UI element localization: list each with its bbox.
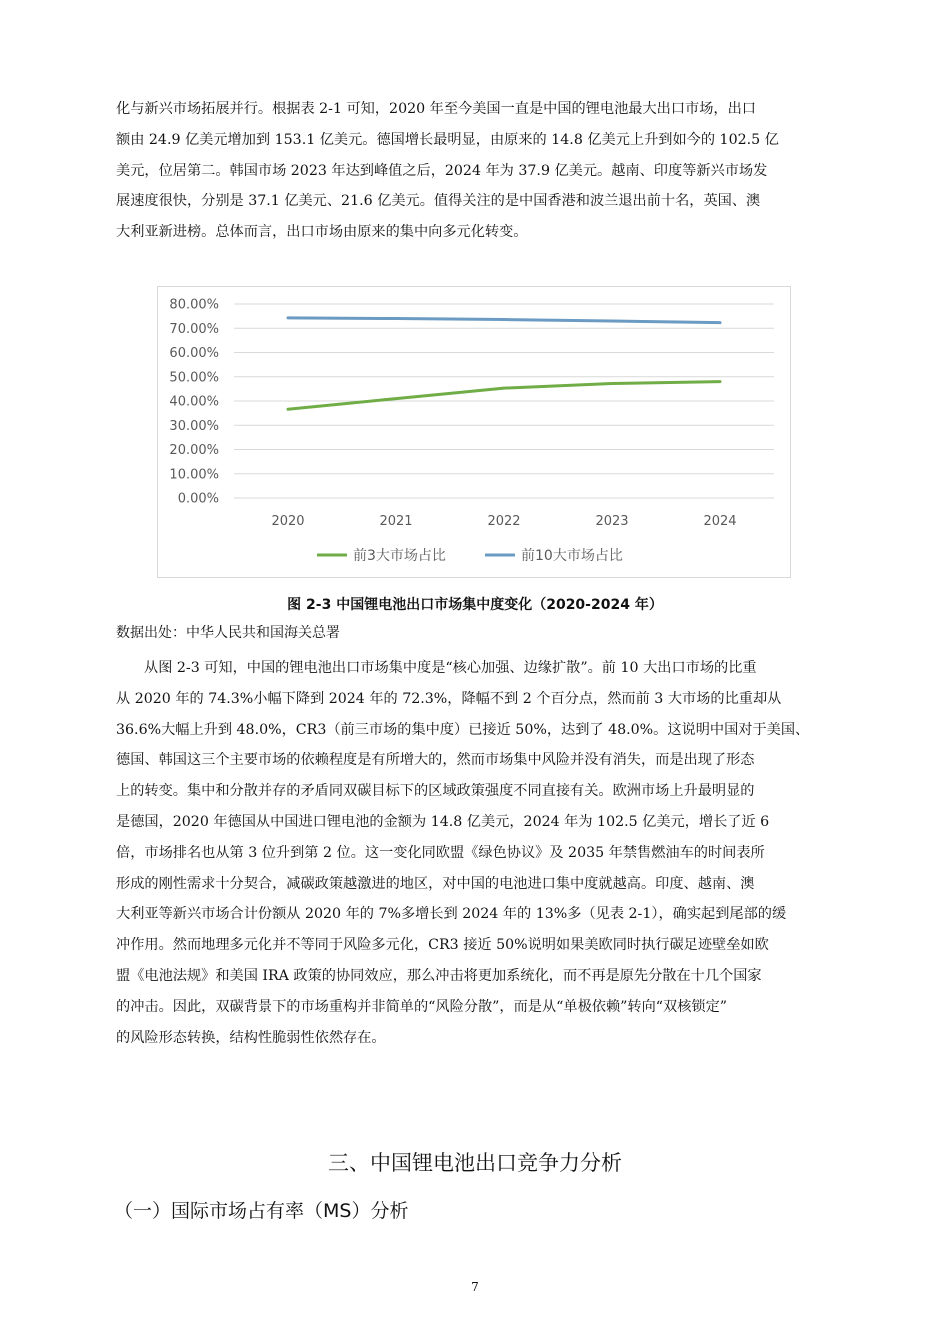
text-line: 从图 2-3 可知，中国的锂电池出口市场集中度是“核心加强、边缘扩散”。前 10 大出口市场的比重 [144, 660, 757, 676]
text-line: 是德国，2020 年德国从中国进口锂电池的金额为 14.8 亿美元，2024 年为 102.5 亿美元，增长了近 6 [116, 813, 770, 830]
text-line: 大利亚等新兴市场合计份额从 2020 年的 7%多增长到 2024 年的 13%多（见表 2-1），确实起到尾部的缓 [116, 906, 787, 923]
text-line: 上的转变。集中和分散并存的矛盾同双碳目标下的区域政策强度不同直接有关。欧洲市场上升最明显的 [116, 783, 755, 800]
x-tick-label: 2021 [379, 514, 413, 529]
text-line: 盟《电池法规》和美国 IRA 政策的协同效应，那么冲击将更加系统化，而不再是原先分散在十几个国家 [116, 967, 762, 984]
series-line-top3 [288, 382, 720, 410]
text-line: 从 2020 年的 74.3%小幅下降到 2024 年的 72.3%，降幅不到 2 个百分点，然而前 3 大市场的比重却从 [116, 690, 782, 707]
y-tick-label: 30.00% [169, 418, 219, 434]
x-tick-label: 2020 [271, 514, 305, 529]
text-line: 化与新兴市场拓展并行。根据表 2-1 可知，2020 年至今美国一直是中国的锂电池最大出口市场，出口 [116, 101, 756, 117]
series-line-top10 [288, 318, 720, 323]
chart-canvas [158, 287, 792, 579]
text-line: 大利亚新进榜。总体而言，出口市场由原来的集中向多元化转变。 [116, 224, 528, 241]
x-tick-label: 2023 [595, 514, 629, 529]
y-tick-label: 80.00% [169, 297, 219, 313]
text-line: 美元，位居第二。韩国市场 2023 年达到峰值之后，2024 年为 37.9 亿美元。越南、印度等新兴市场发 [116, 162, 768, 179]
figure-caption: 图 2-3 中国锂电池出口市场集中度变化（2020-2024 年） [287, 597, 663, 613]
text-line: 的风险形态转换，结构性脆弱性依然存在。 [116, 1029, 386, 1046]
text-line: 36.6%大幅上升到 48.0%，CR3（前三市场的集中度）已接近 50%，达到了 48.0%。这说明中国对于美国、 [116, 721, 810, 738]
y-tick-label: 50.00% [169, 370, 219, 386]
y-tick-label: 0.00% [177, 491, 219, 507]
y-tick-label: 70.00% [169, 321, 219, 337]
text-line: 展速度很快，分别是 37.1 亿美元、21.6 亿美元。值得关注的是中国香港和波兰退出前十名，英国、澳 [116, 193, 761, 210]
section-heading: 三、中国锂电池出口竞争力分析 [328, 1151, 622, 1175]
text-line: 的冲击。因此，双碳背景下的市场重构并非简单的“风险分散”，而是从“单极依赖”转向“双核锁定” [116, 998, 728, 1015]
x-tick-label: 2024 [703, 514, 737, 529]
y-tick-label: 40.00% [169, 394, 219, 410]
text-line: 德国、韩国这三个主要市场的依赖程度是有所增大的，然而市场集中风险并没有消失，而是出现了形态 [116, 752, 755, 769]
text-line: 形成的刚性需求十分契合，减碳政策越激进的地区，对中国的电池进口集中度就越高。印度、越南、澳 [116, 875, 755, 892]
y-tick-label: 60.00% [169, 346, 219, 361]
text-line: 冲作用。然而地理多元化并不等同于风险多元化，CR3 接近 50%说明如果美欧同时执行碳足迹壁垒如欧 [116, 937, 769, 954]
subsection-heading: （一）国际市场占有率（MS）分析 [114, 1200, 409, 1222]
text-line: 倍，市场排名也从第 3 位升到第 2 位。这一变化同欧盟《绿色协议》及 2035 年禁售燃油车的时间表所 [116, 844, 765, 861]
legend-label: 前3大市场占比 [353, 548, 446, 564]
concentration-line-chart [157, 286, 791, 578]
paragraph-intro [116, 94, 862, 248]
legend-label: 前10大市场占比 [521, 548, 623, 564]
y-tick-label: 10.00% [169, 467, 219, 483]
page-number: 7 [471, 1280, 479, 1294]
y-tick-label: 20.00% [169, 443, 219, 458]
data-source: 数据出处：中华人民共和国海关总署 [116, 625, 340, 641]
x-tick-label: 2022 [487, 514, 521, 529]
paragraph-analysis [116, 653, 862, 1053]
text-line: 额由 24.9 亿美元增加到 153.1 亿美元。德国增长最明显，由原来的 14.8 亿美元上升到如今的 102.5 亿 [116, 131, 779, 148]
